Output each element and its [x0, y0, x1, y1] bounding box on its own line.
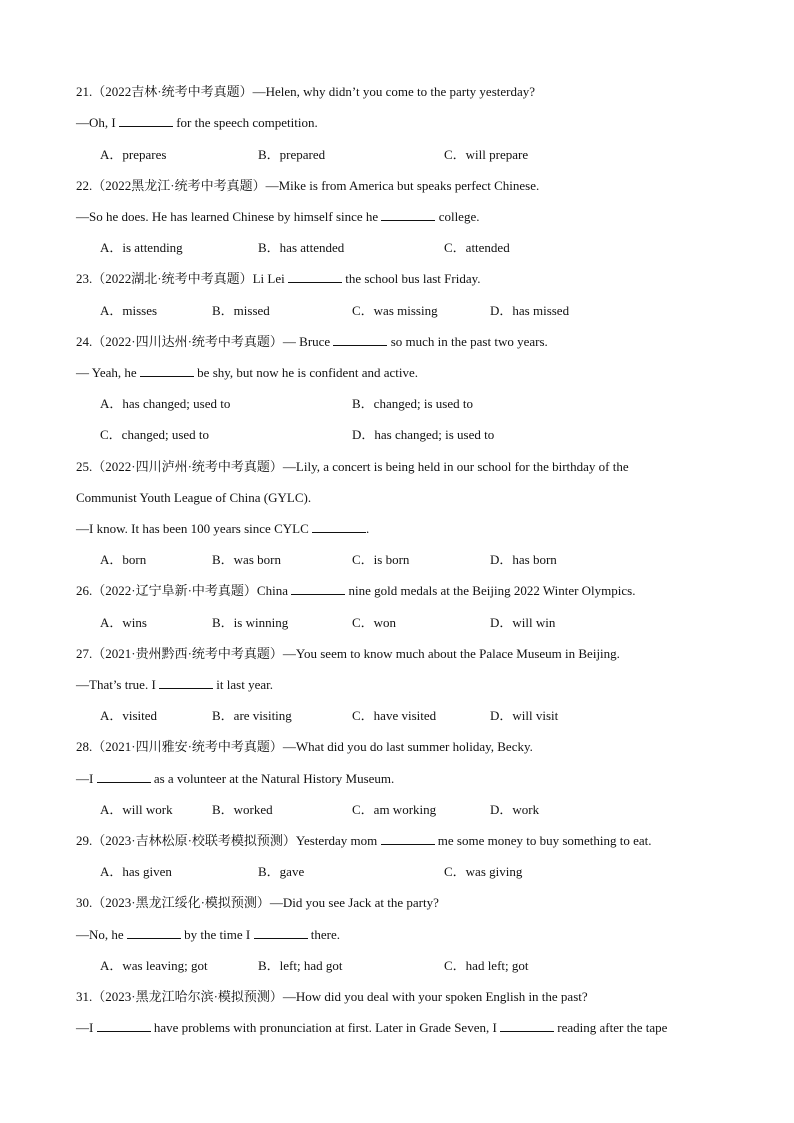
question-31-line2: —I have problems with pronunciation at first. Later in Grade Seven, I reading after the tape [76, 1020, 668, 1035]
question-29-option-b[interactable]: B．gave [258, 864, 305, 879]
question-30-option-c[interactable]: C．had left; got [444, 958, 529, 973]
question-26-option-d[interactable]: D．will win [490, 615, 556, 630]
question-30-line2: —No, he by the time I there. [76, 927, 340, 942]
question-31-stem: 31.（2023·黑龙江哈尔滨·模拟预测）—How did you deal with your spoken English in the past? [76, 989, 588, 1004]
question-30-option-a[interactable]: A．was leaving; got [100, 958, 208, 973]
question-27-option-a[interactable]: A．visited [100, 708, 158, 723]
answer-blank [288, 271, 342, 283]
question-21-option-c[interactable]: C．will prepare [444, 147, 529, 162]
question-29-option-c[interactable]: C．was giving [444, 864, 523, 879]
question-25-option-d[interactable]: D．has born [490, 552, 557, 567]
question-24-stem: 24.（2022·四川达州·统考中考真题）— Bruce so much in the past two years. [76, 334, 548, 349]
question-22-option-b[interactable]: B．has attended [258, 240, 345, 255]
question-25-option-c[interactable]: C．is born [352, 552, 410, 567]
answer-blank [140, 365, 194, 377]
question-28-stem: 28.（2021·四川雅安·统考中考真题）—What did you do last summer holiday, Becky. [76, 739, 533, 754]
question-23-option-b[interactable]: B．missed [212, 303, 270, 318]
question-23-option-c[interactable]: C．was missing [352, 303, 438, 318]
question-24-option-d[interactable]: D．has changed; is used to [352, 427, 495, 442]
question-28-option-a[interactable]: A．will work [100, 802, 173, 817]
question-21-line2: —Oh, I for the speech competition. [76, 115, 318, 130]
answer-blank [97, 1020, 151, 1032]
question-25-stem-cont: Communist Youth League of China (GYLC). [76, 490, 312, 505]
answer-blank [312, 521, 366, 533]
question-27-line2: —That’s true. I it last year. [76, 677, 273, 692]
question-29-option-a[interactable]: A．has given [100, 864, 172, 879]
question-22-option-a[interactable]: A．is attending [100, 240, 183, 255]
question-24-option-c[interactable]: C．changed; used to [100, 427, 210, 442]
question-29-stem: 29.（2023·吉林松原·校联考模拟预测）Yesterday mom me some money to buy something to eat. [76, 833, 652, 848]
answer-blank [159, 677, 213, 689]
question-26-option-c[interactable]: C．won [352, 615, 397, 630]
question-22-line2: —So he does. He has learned Chinese by himself since he college. [76, 209, 480, 224]
question-27-option-b[interactable]: B．are visiting [212, 708, 292, 723]
question-28-option-c[interactable]: C．am working [352, 802, 437, 817]
question-27-option-d[interactable]: D．will visit [490, 708, 559, 723]
question-28-option-d[interactable]: D．work [490, 802, 540, 817]
question-21-option-b[interactable]: B．prepared [258, 147, 326, 162]
question-27-option-c[interactable]: C．have visited [352, 708, 437, 723]
question-23-option-d[interactable]: D．has missed [490, 303, 570, 318]
answer-blank [381, 833, 435, 845]
question-22-stem: 22.（2022黑龙江·统考中考真题）—Mike is from America but speaks perfect Chinese. [76, 178, 540, 193]
answer-blank [127, 927, 181, 939]
question-24-option-b[interactable]: B．changed; is used to [352, 396, 473, 411]
answer-blank [291, 583, 345, 595]
question-28-option-b[interactable]: B．worked [212, 802, 273, 817]
question-21-option-a[interactable]: A．prepares [100, 147, 167, 162]
question-30-option-b[interactable]: B．left; had got [258, 958, 343, 973]
answer-blank [97, 771, 151, 783]
question-21-stem: 21.（2022吉林·统考中考真题）—Helen, why didn’t you come to the party yesterday? [76, 84, 536, 99]
question-23-option-a[interactable]: A．misses [100, 303, 158, 318]
question-25-stem: 25.（2022·四川泸州·统考中考真题）—Lily, a concert is being held in our school for the birthday of the [76, 459, 629, 474]
question-26-option-b[interactable]: B．is winning [212, 615, 289, 630]
question-26-option-a[interactable]: A．wins [100, 615, 147, 630]
answer-blank [254, 927, 308, 939]
question-25-option-b[interactable]: B．was born [212, 552, 281, 567]
answer-blank [119, 115, 173, 127]
answer-blank [381, 209, 435, 221]
question-30-stem: 30.（2023·黑龙江绥化·模拟预测）—Did you see Jack at the party? [76, 895, 439, 910]
question-25-option-a[interactable]: A．born [100, 552, 147, 567]
question-24-line2: — Yeah, he be shy, but now he is confident and active. [76, 365, 418, 380]
question-27-stem: 27.（2021·贵州黔西·统考中考真题）—You seem to know much about the Palace Museum in Beijing. [76, 646, 620, 661]
question-22-option-c[interactable]: C．attended [444, 240, 510, 255]
question-26-stem: 26.（2022·辽宁阜新·中考真题）China nine gold medals at the Beijing 2022 Winter Olympics. [76, 583, 636, 598]
question-23-stem: 23.（2022湖北·统考中考真题）Li Lei the school bus last Friday. [76, 271, 481, 286]
question-25-line2: —I know. It has been 100 years since CYLC . [76, 521, 370, 536]
question-24-option-a[interactable]: A．has changed; used to [100, 396, 231, 411]
question-28-line2: —I as a volunteer at the Natural History Museum. [76, 771, 395, 786]
answer-blank [500, 1020, 554, 1032]
answer-blank [333, 334, 387, 346]
